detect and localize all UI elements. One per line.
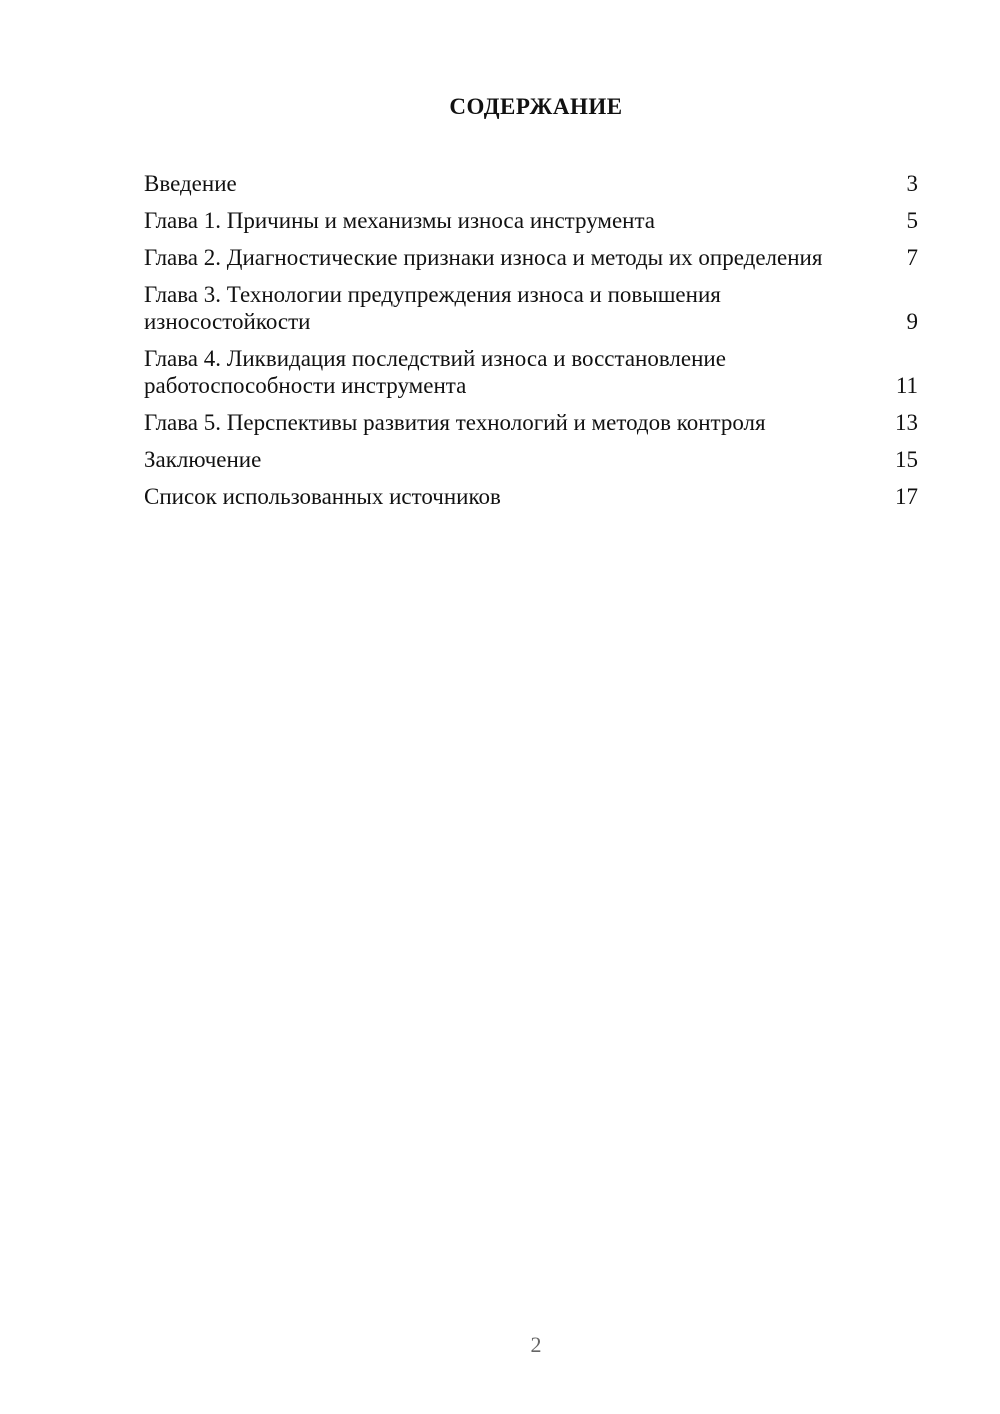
toc-entry-text: Глава 5. Перспективы развития технологий и методов контроля (144, 410, 766, 435)
toc-entry-chapter-2 (144, 244, 918, 271)
toc-entry-page: 3 (906, 171, 918, 196)
toc-entry-text: Глава 3. Технологии предупреждения износа и повышения износостойкости (144, 282, 721, 334)
toc-title: СОДЕРЖАНИЕ (449, 94, 623, 119)
toc-entry-page: 11 (895, 373, 918, 398)
toc-entry-conclusion (144, 446, 918, 473)
toc-entry-chapter-5 (144, 409, 918, 436)
table-of-contents (144, 170, 918, 520)
toc-entry-text: Список использованных источников (144, 484, 501, 509)
toc-entry-text: Глава 2. Диагностические признаки износа и методы их определения (144, 245, 823, 270)
toc-entry-text: Заключение (144, 447, 262, 472)
toc-entry-page: 9 (906, 309, 918, 334)
toc-entry-chapter-4 (144, 345, 918, 399)
toc-entry-chapter-1 (144, 207, 918, 234)
toc-entry-page: 7 (906, 245, 918, 270)
toc-entry-page: 13 (895, 410, 918, 435)
page-number: 2 (530, 1332, 542, 1357)
toc-entry-page: 5 (906, 208, 918, 233)
toc-entry-introduction (144, 170, 918, 197)
toc-entry-text: Глава 4. Ликвидация последствий износа и восстановление работоспособности инструмента (144, 346, 726, 398)
toc-entry-text: Глава 1. Причины и механизмы износа инструмента (144, 208, 656, 233)
toc-entry-chapter-3 (144, 281, 918, 335)
toc-entry-page: 15 (895, 447, 918, 472)
toc-entry-text: Введение (144, 171, 237, 196)
toc-entry-references (144, 483, 918, 510)
toc-entry-page: 17 (895, 484, 918, 509)
